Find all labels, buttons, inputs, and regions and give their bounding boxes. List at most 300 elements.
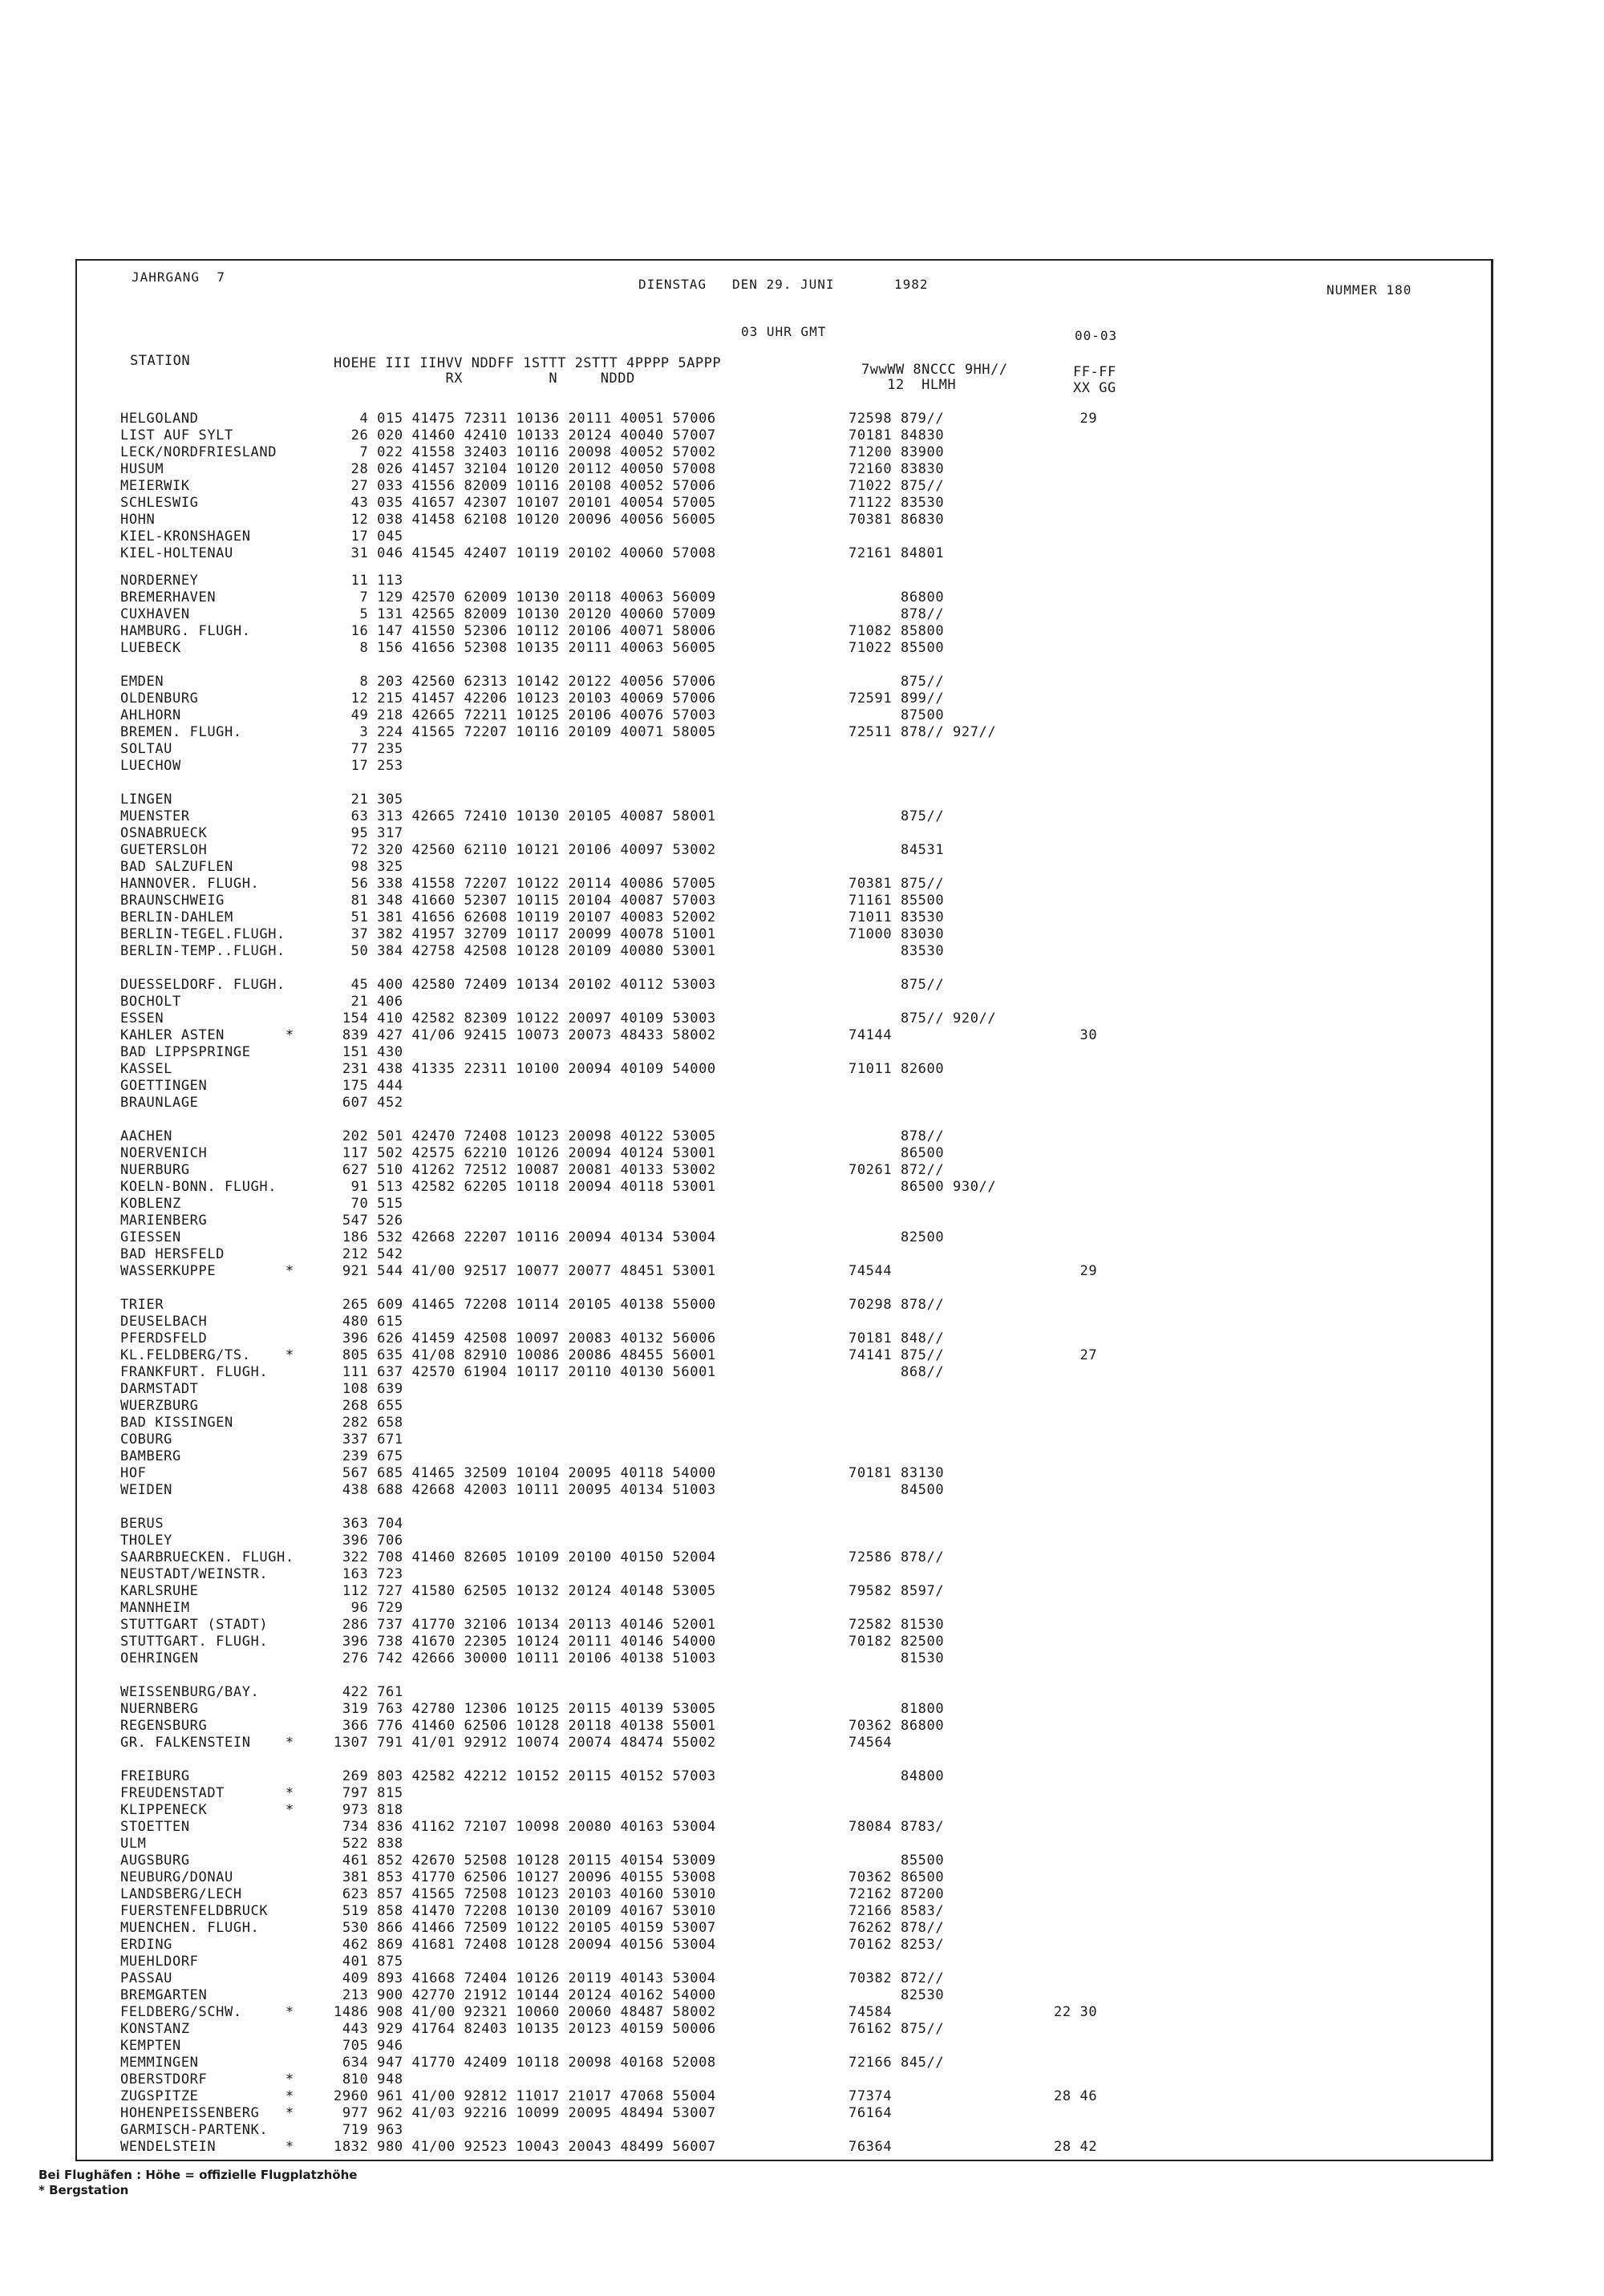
station-groups: 71000 83030 bbox=[849, 926, 945, 942]
station-groups: 76164 bbox=[849, 2105, 893, 2121]
station-data: 461 852 42670 52508 10128 20115 40154 53009 bbox=[334, 1853, 716, 1869]
station-data: 45 400 42580 72409 10134 20102 40112 53003 bbox=[334, 977, 716, 993]
station-name: KL.FELDBERG/TS. * bbox=[120, 1347, 294, 1363]
station-name: SCHLESWIG bbox=[120, 495, 199, 511]
table-row bbox=[0, 1853, 1604, 1869]
table-row bbox=[0, 808, 1604, 825]
table-row bbox=[0, 2004, 1604, 2021]
table-row bbox=[0, 1970, 1604, 1987]
table-row bbox=[0, 1482, 1604, 1499]
table-row bbox=[0, 2071, 1604, 2088]
station-name: MARIENBERG bbox=[120, 1213, 208, 1229]
table-row bbox=[0, 741, 1604, 758]
table-row bbox=[0, 977, 1604, 994]
station-data: 519 858 41470 72208 10130 20109 40167 53010 bbox=[334, 1903, 716, 1919]
station-groups: 71200 83900 bbox=[849, 444, 945, 460]
station-name: MEMMINGEN bbox=[120, 2055, 199, 2071]
table-row bbox=[0, 674, 1604, 690]
station-data: 111 637 42570 61904 10117 20110 40130 56001 bbox=[334, 1364, 716, 1380]
table-row bbox=[0, 1431, 1604, 1448]
station-data: 2960 961 41/00 92812 11017 21017 47068 55004 bbox=[334, 2088, 716, 2104]
table-row bbox=[0, 1179, 1604, 1196]
column-main-subheading: RX N NDDD bbox=[334, 371, 635, 387]
station-name: KONSTANZ bbox=[120, 2021, 190, 2037]
station-data: 7 129 42570 62009 10130 20118 40063 56009 bbox=[334, 589, 716, 605]
station-data: 409 893 41668 72404 10126 20119 40143 53004 bbox=[334, 1970, 716, 1986]
station-data: 480 615 bbox=[334, 1314, 403, 1330]
station-wind: 29 bbox=[1054, 411, 1098, 427]
table-row bbox=[0, 1869, 1604, 1886]
table-row bbox=[0, 427, 1604, 444]
station-groups: 74584 bbox=[849, 2004, 893, 2020]
footnote-mountain-station: * Bergstation bbox=[38, 2183, 129, 2197]
volume-label: JAHRGANG 7 bbox=[132, 269, 225, 285]
station-name: STOETTEN bbox=[120, 1819, 190, 1835]
table-row bbox=[0, 1600, 1604, 1617]
station-name: AUGSBURG bbox=[120, 1853, 190, 1869]
station-data: 269 803 42582 42212 10152 20115 40152 57003 bbox=[334, 1768, 716, 1784]
station-data: 72 320 42560 62110 10121 20106 40097 53002 bbox=[334, 842, 716, 858]
table-row bbox=[0, 1886, 1604, 1903]
station-data: 186 532 42668 22207 10116 20094 40134 53004 bbox=[334, 1229, 716, 1245]
station-groups: 71022 85500 bbox=[849, 640, 945, 656]
column-wind-heading: FF-FF bbox=[1073, 364, 1116, 380]
station-groups: 72161 84801 bbox=[849, 545, 945, 561]
station-name: KLIPPENECK * bbox=[120, 1802, 294, 1818]
station-name: HOHENPEISSENBERG * bbox=[120, 2105, 294, 2121]
table-row bbox=[0, 512, 1604, 528]
station-data: 77 235 bbox=[334, 741, 403, 757]
station-groups: 70181 848// bbox=[849, 1330, 945, 1346]
station-name: FRANKFURT. FLUGH. bbox=[120, 1364, 269, 1380]
station-data: 627 510 41262 72512 10087 20081 40133 53002 bbox=[334, 1162, 716, 1178]
station-data: 154 410 42582 82309 10122 20097 40109 53003 bbox=[334, 1010, 716, 1027]
station-name: NOERVENICH bbox=[120, 1145, 208, 1161]
table-row bbox=[0, 2088, 1604, 2105]
table-row bbox=[0, 2105, 1604, 2122]
station-name: KIEL-KRONSHAGEN bbox=[120, 528, 251, 545]
table-row bbox=[0, 909, 1604, 926]
station-data: 27 033 41556 82009 10116 20108 40052 57006 bbox=[334, 478, 716, 494]
table-row bbox=[0, 724, 1604, 741]
station-name: OLDENBURG bbox=[120, 690, 199, 707]
table-row bbox=[0, 478, 1604, 495]
station-groups: 74564 bbox=[849, 1735, 893, 1751]
station-name: FREUDENSTADT * bbox=[120, 1785, 294, 1801]
station-name: LECK/NORDFRIESLAND bbox=[120, 444, 277, 460]
station-wind: 29 bbox=[1054, 1263, 1098, 1279]
station-data: 43 035 41657 42307 10107 20101 40054 57005 bbox=[334, 495, 716, 511]
table-row bbox=[0, 2139, 1604, 2156]
station-data: 286 737 41770 32106 10134 20113 40146 52001 bbox=[334, 1617, 716, 1633]
table-row bbox=[0, 1785, 1604, 1802]
station-wind: 28 46 bbox=[1054, 2088, 1098, 2104]
station-name: LINGEN bbox=[120, 792, 173, 808]
station-data: 63 313 42665 72410 10130 20105 40087 58001 bbox=[334, 808, 716, 824]
station-data: 213 900 42770 21912 10144 20124 40162 54000 bbox=[334, 1987, 716, 2003]
station-name: GIESSEN bbox=[120, 1229, 181, 1245]
station-data: 112 727 41580 62505 10132 20124 40148 53005 bbox=[334, 1583, 716, 1599]
station-data: 175 444 bbox=[334, 1078, 403, 1094]
station-data: 567 685 41465 32509 10104 20095 40118 54000 bbox=[334, 1465, 716, 1481]
table-row bbox=[0, 1246, 1604, 1263]
station-groups: 878// bbox=[849, 606, 945, 622]
station-data: 839 427 41/06 92415 10073 20073 48433 58002 bbox=[334, 1027, 716, 1043]
station-data: 28 026 41457 32104 10120 20112 40050 57008 bbox=[334, 461, 716, 477]
station-groups: 875// 920// bbox=[849, 1010, 997, 1027]
station-groups: 70362 86800 bbox=[849, 1718, 945, 1734]
station-data: 95 317 bbox=[334, 825, 403, 841]
station-data: 805 635 41/08 82910 10086 20086 48455 56001 bbox=[334, 1347, 716, 1363]
station-data: 381 853 41770 62506 10127 20096 40155 53008 bbox=[334, 1869, 716, 1885]
table-row bbox=[0, 623, 1604, 640]
column-groups-heading: 7wwWW 8NCCC 9HH// bbox=[861, 362, 1008, 378]
station-name: ERDING bbox=[120, 1937, 173, 1953]
station-name: MEIERWIK bbox=[120, 478, 190, 494]
station-name: BREMERHAVEN bbox=[120, 589, 217, 605]
table-row bbox=[0, 573, 1604, 589]
station-data: 268 655 bbox=[334, 1398, 403, 1414]
station-name: BAD LIPPSPRINGE bbox=[120, 1044, 251, 1060]
station-data: 634 947 41770 42409 10118 20098 40168 52008 bbox=[334, 2055, 716, 2071]
station-data: 91 513 42582 62205 10118 20094 40118 53001 bbox=[334, 1179, 716, 1195]
column-station-heading: STATION bbox=[130, 353, 191, 369]
station-groups: 85500 bbox=[849, 1853, 945, 1869]
station-groups: 70382 872// bbox=[849, 1970, 945, 1986]
table-row bbox=[0, 859, 1604, 876]
station-groups: 74544 bbox=[849, 1263, 893, 1279]
station-name: BERLIN-TEGEL.FLUGH. bbox=[120, 926, 286, 942]
table-row bbox=[0, 943, 1604, 960]
station-groups: 71122 83530 bbox=[849, 495, 945, 511]
station-name: KOELN-BONN. FLUGH. bbox=[120, 1179, 277, 1195]
station-groups: 70298 878// bbox=[849, 1297, 945, 1313]
station-name: BAD KISSINGEN bbox=[120, 1415, 233, 1431]
station-groups: 72166 8583/ bbox=[849, 1903, 945, 1919]
station-groups: 875// bbox=[849, 977, 945, 993]
station-groups: 71011 83530 bbox=[849, 909, 945, 925]
table-row bbox=[0, 1954, 1604, 1970]
station-data: 363 704 bbox=[334, 1516, 403, 1532]
station-name: LANDSBERG/LECH bbox=[120, 1886, 242, 1902]
station-name: MUENSTER bbox=[120, 808, 190, 824]
station-wind: 28 42 bbox=[1054, 2139, 1098, 2155]
station-data: 797 815 bbox=[334, 1785, 403, 1801]
station-name: MUEHLDORF bbox=[120, 1954, 199, 1970]
station-groups: 71161 85500 bbox=[849, 893, 945, 909]
station-groups: 70182 82500 bbox=[849, 1634, 945, 1650]
station-name: CUXHAVEN bbox=[120, 606, 190, 622]
station-name: GARMISCH-PARTENK. bbox=[120, 2122, 269, 2138]
station-data: 396 626 41459 42508 10097 20083 40132 56006 bbox=[334, 1330, 716, 1346]
table-row bbox=[0, 1533, 1604, 1549]
station-groups: 81530 bbox=[849, 1650, 945, 1666]
station-name: FELDBERG/SCHW. * bbox=[120, 2004, 294, 2020]
station-name: OSNABRUECK bbox=[120, 825, 208, 841]
table-row bbox=[0, 2122, 1604, 2139]
station-data: 443 929 41764 82403 10135 20123 40159 50006 bbox=[334, 2021, 716, 2037]
table-row bbox=[0, 495, 1604, 512]
station-data: 1486 908 41/00 92321 10060 20060 48487 58002 bbox=[334, 2004, 716, 2020]
station-groups: 70381 875// bbox=[849, 876, 945, 892]
station-data: 810 948 bbox=[334, 2071, 403, 2087]
station-groups: 86500 bbox=[849, 1145, 945, 1161]
table-row bbox=[0, 2038, 1604, 2055]
station-name: FUERSTENFELDBRUCK bbox=[120, 1903, 269, 1919]
station-data: 282 658 bbox=[334, 1415, 403, 1431]
table-row bbox=[0, 1364, 1604, 1381]
table-row bbox=[0, 825, 1604, 842]
station-groups: 86500 930// bbox=[849, 1179, 997, 1195]
table-row bbox=[0, 1903, 1604, 1920]
station-name: BREMGARTEN bbox=[120, 1987, 208, 2003]
table-row bbox=[0, 589, 1604, 606]
table-row bbox=[0, 707, 1604, 724]
station-name: BRAUNLAGE bbox=[120, 1095, 199, 1111]
station-name: HELGOLAND bbox=[120, 411, 199, 427]
station-groups: 79582 8597/ bbox=[849, 1583, 945, 1599]
station-groups: 82500 bbox=[849, 1229, 945, 1245]
station-data: 5 131 42565 82009 10130 20120 40060 57009 bbox=[334, 606, 716, 622]
table-row bbox=[0, 994, 1604, 1010]
footnote-airports: Bei Flughäfen : Höhe = offizielle Flugplatzhöhe bbox=[38, 2168, 358, 2182]
station-name: SAARBRUECKEN. FLUGH. bbox=[120, 1549, 294, 1565]
station-groups: 70261 872// bbox=[849, 1162, 945, 1178]
station-data: 1832 980 41/00 92523 10043 20043 48499 56007 bbox=[334, 2139, 716, 2155]
station-data: 4 015 41475 72311 10136 20111 40051 57006 bbox=[334, 411, 716, 427]
station-data: 212 542 bbox=[334, 1246, 403, 1262]
station-name: WEISSENBURG/BAY. bbox=[120, 1684, 260, 1700]
table-row bbox=[0, 640, 1604, 657]
station-name: BERUS bbox=[120, 1516, 164, 1532]
station-name: OBERSTDORF * bbox=[120, 2071, 294, 2087]
table-row bbox=[0, 1162, 1604, 1179]
station-groups: 71082 85800 bbox=[849, 623, 945, 639]
station-name: GOETTINGEN bbox=[120, 1078, 208, 1094]
table-row bbox=[0, 1381, 1604, 1398]
station-groups: 84500 bbox=[849, 1482, 945, 1498]
station-groups: 72582 81530 bbox=[849, 1617, 945, 1633]
station-name: DUESSELDORF. FLUGH. bbox=[120, 977, 286, 993]
station-groups: 81800 bbox=[849, 1701, 945, 1717]
station-groups: 77374 bbox=[849, 2088, 893, 2104]
station-groups: 70362 86500 bbox=[849, 1869, 945, 1885]
station-groups: 70181 83130 bbox=[849, 1465, 945, 1481]
station-name: DARMSTADT bbox=[120, 1381, 199, 1397]
table-row bbox=[0, 1768, 1604, 1785]
station-name: GUETERSLOH bbox=[120, 842, 208, 858]
table-row bbox=[0, 1398, 1604, 1415]
station-name: THOLEY bbox=[120, 1533, 173, 1549]
station-name: BREMEN. FLUGH. bbox=[120, 724, 242, 740]
table-row bbox=[0, 1347, 1604, 1364]
station-groups: 70381 86830 bbox=[849, 512, 945, 528]
table-row bbox=[0, 1516, 1604, 1533]
station-name: SOLTAU bbox=[120, 741, 173, 757]
table-row bbox=[0, 893, 1604, 909]
station-name: NEUSTADT/WEINSTR. bbox=[120, 1566, 269, 1582]
table-row bbox=[0, 1634, 1604, 1650]
table-row bbox=[0, 411, 1604, 427]
issue-number: NUMMER 180 bbox=[1327, 282, 1412, 298]
table-row bbox=[0, 444, 1604, 461]
station-data: 522 838 bbox=[334, 1836, 403, 1852]
station-data: 239 675 bbox=[334, 1448, 403, 1464]
station-data: 49 218 42665 72211 10125 20106 40076 57003 bbox=[334, 707, 716, 723]
station-groups: 72591 899// bbox=[849, 690, 945, 707]
station-data: 322 708 41460 82605 10109 20100 40150 52004 bbox=[334, 1549, 716, 1565]
station-data: 973 818 bbox=[334, 1802, 403, 1818]
station-name: PASSAU bbox=[120, 1970, 173, 1986]
station-groups: 72586 878// bbox=[849, 1549, 945, 1565]
station-data: 396 706 bbox=[334, 1533, 403, 1549]
station-data: 396 738 41670 22305 10124 20111 40146 54000 bbox=[334, 1634, 716, 1650]
table-row bbox=[0, 1263, 1604, 1280]
table-row bbox=[0, 1566, 1604, 1583]
station-data: 21 406 bbox=[334, 994, 403, 1010]
table-row bbox=[0, 1196, 1604, 1213]
station-name: MANNHEIM bbox=[120, 1600, 190, 1616]
table-row bbox=[0, 1010, 1604, 1027]
station-data: 1307 791 41/01 92912 10074 20074 48474 55002 bbox=[334, 1735, 716, 1751]
station-data: 231 438 41335 22311 10100 20094 40109 54000 bbox=[334, 1061, 716, 1077]
table-row bbox=[0, 876, 1604, 893]
station-data: 977 962 41/03 92216 10099 20095 48494 53007 bbox=[334, 2105, 716, 2121]
station-groups: 71011 82600 bbox=[849, 1061, 945, 1077]
station-groups: 83530 bbox=[849, 943, 945, 959]
station-name: BERLIN-TEMP..FLUGH. bbox=[120, 943, 286, 959]
station-name: DEUSELBACH bbox=[120, 1314, 208, 1330]
station-data: 17 253 bbox=[334, 758, 403, 774]
period-label: 00-03 bbox=[1075, 328, 1118, 343]
table-row bbox=[0, 1297, 1604, 1314]
station-groups: 76262 878// bbox=[849, 1920, 945, 1936]
station-data: 719 963 bbox=[334, 2122, 403, 2138]
station-groups: 78084 8783/ bbox=[849, 1819, 945, 1835]
station-data: 31 046 41545 42407 10119 20102 40060 57008 bbox=[334, 545, 716, 561]
table-row bbox=[0, 1937, 1604, 1954]
station-wind: 30 bbox=[1054, 1027, 1098, 1043]
station-groups: 72598 879// bbox=[849, 411, 945, 427]
station-wind: 27 bbox=[1054, 1347, 1098, 1363]
station-data: 56 338 41558 72207 10122 20114 40086 57005 bbox=[334, 876, 716, 892]
station-groups: 72162 87200 bbox=[849, 1886, 945, 1902]
station-data: 16 147 41550 52306 10112 20106 40071 58006 bbox=[334, 623, 716, 639]
station-name: WEIDEN bbox=[120, 1482, 173, 1498]
station-name: NORDERNEY bbox=[120, 573, 199, 589]
station-name: HOHN bbox=[120, 512, 156, 528]
station-name: BAD HERSFELD bbox=[120, 1246, 225, 1262]
station-name: KOBLENZ bbox=[120, 1196, 181, 1212]
table-row bbox=[0, 792, 1604, 808]
table-row bbox=[0, 1448, 1604, 1465]
station-data: 26 020 41460 42410 10133 20124 40040 57007 bbox=[334, 427, 716, 443]
station-name: PFERDSFELD bbox=[120, 1330, 208, 1346]
station-groups: 71022 875// bbox=[849, 478, 945, 494]
table-row bbox=[0, 2021, 1604, 2038]
table-row bbox=[0, 1735, 1604, 1751]
station-data: 366 776 41460 62506 10128 20118 40138 55001 bbox=[334, 1718, 716, 1734]
station-wind: 22 30 bbox=[1054, 2004, 1098, 2020]
table-row bbox=[0, 1213, 1604, 1229]
table-row bbox=[0, 1617, 1604, 1634]
station-name: BERLIN-DAHLEM bbox=[120, 909, 233, 925]
table-row bbox=[0, 1314, 1604, 1330]
station-data: 50 384 42758 42508 10128 20109 40080 53001 bbox=[334, 943, 716, 959]
station-name: STUTTGART. FLUGH. bbox=[120, 1634, 269, 1650]
station-groups: 87500 bbox=[849, 707, 945, 723]
station-data: 163 723 bbox=[334, 1566, 403, 1582]
table-row bbox=[0, 690, 1604, 707]
station-groups: 76364 bbox=[849, 2139, 893, 2155]
table-row bbox=[0, 1415, 1604, 1431]
station-data: 276 742 42666 30000 10111 20106 40138 51003 bbox=[334, 1650, 716, 1666]
table-row bbox=[0, 1044, 1604, 1061]
station-groups: 72511 878// 927// bbox=[849, 724, 997, 740]
station-name: HUSUM bbox=[120, 461, 164, 477]
station-name: FREIBURG bbox=[120, 1768, 190, 1784]
station-groups: 84531 bbox=[849, 842, 945, 858]
table-row bbox=[0, 545, 1604, 562]
station-name: WUERZBURG bbox=[120, 1398, 199, 1414]
station-name: OEHRINGEN bbox=[120, 1650, 199, 1666]
station-groups: 84800 bbox=[849, 1768, 945, 1784]
station-name: WENDELSTEIN * bbox=[120, 2139, 294, 2155]
station-data: 734 836 41162 72107 10098 20080 40163 53004 bbox=[334, 1819, 716, 1835]
station-name: TRIER bbox=[120, 1297, 164, 1313]
station-groups: 82530 bbox=[849, 1987, 945, 2003]
station-name: REGENSBURG bbox=[120, 1718, 208, 1734]
station-data: 12 215 41457 42206 10123 20103 40069 57006 bbox=[334, 690, 716, 707]
station-name: BAMBERG bbox=[120, 1448, 181, 1464]
station-data: 462 869 41681 72408 10128 20094 40156 53004 bbox=[334, 1937, 716, 1953]
station-data: 547 526 bbox=[334, 1213, 403, 1229]
station-name: BOCHOLT bbox=[120, 994, 181, 1010]
station-data: 151 430 bbox=[334, 1044, 403, 1060]
station-name: STUTTGART (STADT) bbox=[120, 1617, 269, 1633]
table-row bbox=[0, 1330, 1604, 1347]
station-name: ESSEN bbox=[120, 1010, 164, 1027]
station-name: AACHEN bbox=[120, 1128, 173, 1144]
station-name: KAHLER ASTEN * bbox=[120, 1027, 294, 1043]
station-name: NEUBURG/DONAU bbox=[120, 1869, 233, 1885]
station-name: HAMBURG. FLUGH. bbox=[120, 623, 251, 639]
station-data: 108 639 bbox=[334, 1381, 403, 1397]
station-name: HOF bbox=[120, 1465, 147, 1481]
station-name: EMDEN bbox=[120, 674, 164, 690]
station-data: 17 045 bbox=[334, 528, 403, 545]
station-data: 12 038 41458 62108 10120 20096 40056 56005 bbox=[334, 512, 716, 528]
station-name: ZUGSPITZE * bbox=[120, 2088, 294, 2104]
station-name: KEMPTEN bbox=[120, 2038, 181, 2054]
table-row bbox=[0, 1987, 1604, 2004]
station-data: 8 156 41656 52308 10135 20111 40063 56005 bbox=[334, 640, 716, 656]
column-wind-subheading: XX GG bbox=[1073, 380, 1116, 396]
table-row bbox=[0, 1836, 1604, 1853]
date-label: DIENSTAG DEN 29. JUNI 1982 bbox=[638, 277, 929, 292]
table-row bbox=[0, 758, 1604, 775]
station-groups: 74141 875// bbox=[849, 1347, 945, 1363]
table-row bbox=[0, 1701, 1604, 1718]
table-row bbox=[0, 1684, 1604, 1701]
station-name: BRAUNSCHWEIG bbox=[120, 893, 225, 909]
station-name: ULM bbox=[120, 1836, 147, 1852]
table-row bbox=[0, 1920, 1604, 1937]
station-data: 96 729 bbox=[334, 1600, 403, 1616]
station-groups: 76162 875// bbox=[849, 2021, 945, 2037]
observation-time: 03 UHR GMT bbox=[741, 324, 827, 339]
station-groups: 868// bbox=[849, 1364, 945, 1380]
